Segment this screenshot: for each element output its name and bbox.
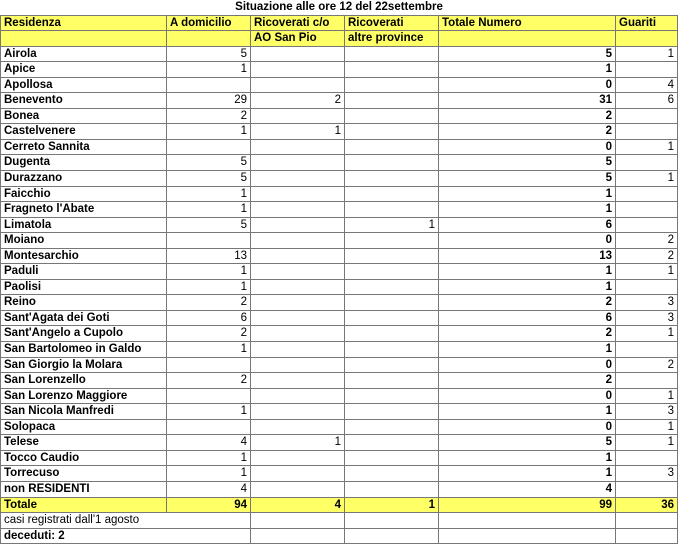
cell-guariti: 6: [616, 93, 678, 109]
cell-domicilio: 1: [167, 404, 251, 420]
cell-domicilio: 13: [167, 248, 251, 264]
cell-ricoverati-altre: [345, 93, 439, 109]
cell-guariti: [616, 450, 678, 466]
table-row: [1, 108, 678, 124]
cell-guariti: [616, 481, 678, 497]
cell-residenza: Cerreto Sannita: [1, 139, 167, 155]
table-row: [1, 326, 678, 342]
table-row: [1, 357, 678, 373]
cell-guariti: 1: [616, 435, 678, 451]
table-row: [1, 248, 678, 264]
cell-totale: 2: [439, 373, 616, 389]
cell-ricoverati-sanpio: [251, 217, 345, 233]
cell-domicilio: 5: [167, 46, 251, 62]
cell-ricoverati-altre: [345, 186, 439, 202]
table-row: [1, 46, 678, 62]
header-blank: [616, 31, 678, 47]
cell-ricoverati-sanpio: [251, 404, 345, 420]
cell-ricoverati-sanpio: [251, 108, 345, 124]
cell-residenza: Sant'Agata dei Goti: [1, 310, 167, 326]
table-row: [1, 279, 678, 295]
cell-ricoverati-sanpio: [251, 233, 345, 249]
table-row: [1, 310, 678, 326]
cell-guariti: 1: [616, 139, 678, 155]
table-row: [1, 388, 678, 404]
cell-ricoverati-sanpio: [251, 481, 345, 497]
cell-residenza: non RESIDENTI: [1, 481, 167, 497]
cell-residenza: San Lorenzo Maggiore: [1, 388, 167, 404]
cell-residenza: Limatola: [1, 217, 167, 233]
cell-ricoverati-altre: [345, 202, 439, 218]
cell-domicilio: 5: [167, 171, 251, 187]
cell-ricoverati-sanpio: [251, 419, 345, 435]
table-row: [1, 62, 678, 78]
cell-totale: 2: [439, 124, 616, 140]
cell-domicilio: [167, 77, 251, 93]
totals-ricoverati-sanpio: 4: [251, 497, 345, 513]
table-row: [1, 435, 678, 451]
cell-ricoverati-sanpio: [251, 450, 345, 466]
cell-guariti: 1: [616, 326, 678, 342]
cell-totale: 5: [439, 435, 616, 451]
cell-guariti: 3: [616, 310, 678, 326]
cell-totale: 2: [439, 108, 616, 124]
table-row: [1, 233, 678, 249]
footer-blank: [251, 528, 345, 544]
cell-ricoverati-sanpio: [251, 62, 345, 78]
cell-totale: 1: [439, 404, 616, 420]
table-row: [1, 186, 678, 202]
cell-residenza: Fragneto l'Abate: [1, 202, 167, 218]
cell-guariti: 2: [616, 233, 678, 249]
cell-totale: 1: [439, 450, 616, 466]
cell-totale: 1: [439, 264, 616, 280]
cell-domicilio: 6: [167, 310, 251, 326]
cell-domicilio: 4: [167, 435, 251, 451]
cell-residenza: Apice: [1, 62, 167, 78]
totals-totale: 99: [439, 497, 616, 513]
header-ricoverati-altre-2: altre province: [345, 31, 439, 47]
cell-guariti: 1: [616, 46, 678, 62]
footer-blank: [345, 528, 439, 544]
cell-residenza: Sant'Angelo a Cupolo: [1, 326, 167, 342]
cell-guariti: 2: [616, 357, 678, 373]
cell-ricoverati-altre: [345, 279, 439, 295]
cell-residenza: Solopaca: [1, 419, 167, 435]
cell-guariti: 3: [616, 466, 678, 482]
cell-ricoverati-altre: [345, 450, 439, 466]
cell-ricoverati-sanpio: [251, 77, 345, 93]
cell-totale: 5: [439, 171, 616, 187]
cell-residenza: Tocco Caudio: [1, 450, 167, 466]
cell-ricoverati-sanpio: [251, 248, 345, 264]
cell-ricoverati-altre: 1: [345, 217, 439, 233]
table-row: [1, 342, 678, 358]
totals-row: [1, 497, 678, 513]
footer-blank: [439, 513, 616, 529]
table-row: [1, 466, 678, 482]
cell-ricoverati-altre: [345, 357, 439, 373]
cell-guariti: 1: [616, 171, 678, 187]
cell-ricoverati-altre: [345, 46, 439, 62]
cell-domicilio: [167, 419, 251, 435]
cell-domicilio: 1: [167, 279, 251, 295]
cell-ricoverati-altre: [345, 481, 439, 497]
cell-guariti: [616, 202, 678, 218]
cell-residenza: Paduli: [1, 264, 167, 280]
table-row: [1, 171, 678, 187]
header-ricoverati-sanpio-2: AO San Pio: [251, 31, 345, 47]
table-row: [1, 373, 678, 389]
cell-ricoverati-sanpio: [251, 155, 345, 171]
cell-ricoverati-altre: [345, 108, 439, 124]
header-blank: [1, 31, 167, 47]
header-totale: Totale Numero: [439, 15, 616, 31]
cell-ricoverati-altre: [345, 435, 439, 451]
cell-ricoverati-sanpio: [251, 388, 345, 404]
cell-ricoverati-altre: [345, 404, 439, 420]
cell-ricoverati-sanpio: [251, 310, 345, 326]
cell-ricoverati-altre: [345, 466, 439, 482]
cell-ricoverati-altre: [345, 62, 439, 78]
table-row: [1, 155, 678, 171]
cell-domicilio: 5: [167, 155, 251, 171]
cell-totale: 13: [439, 248, 616, 264]
totals-guariti: 36: [616, 497, 678, 513]
table-row: [1, 202, 678, 218]
cell-domicilio: 1: [167, 342, 251, 358]
cell-domicilio: [167, 357, 251, 373]
cell-domicilio: 1: [167, 186, 251, 202]
cell-totale: 0: [439, 233, 616, 249]
cell-totale: 0: [439, 357, 616, 373]
cell-guariti: [616, 124, 678, 140]
cell-totale: 0: [439, 77, 616, 93]
cell-ricoverati-altre: [345, 77, 439, 93]
cell-residenza: Torrecuso: [1, 466, 167, 482]
cell-ricoverati-sanpio: [251, 279, 345, 295]
cell-ricoverati-sanpio: [251, 171, 345, 187]
cell-residenza: Apollosa: [1, 77, 167, 93]
cell-ricoverati-altre: [345, 264, 439, 280]
cell-totale: 1: [439, 466, 616, 482]
cell-ricoverati-altre: [345, 295, 439, 311]
cell-residenza: Paolisi: [1, 279, 167, 295]
cell-totale: 1: [439, 202, 616, 218]
table-row: [1, 93, 678, 109]
cell-ricoverati-altre: [345, 155, 439, 171]
cell-totale: 0: [439, 419, 616, 435]
footer-blank: [251, 513, 345, 529]
cell-domicilio: 4: [167, 481, 251, 497]
table-row: [1, 124, 678, 140]
cell-totale: 2: [439, 326, 616, 342]
cell-ricoverati-sanpio: [251, 46, 345, 62]
cell-residenza: Airola: [1, 46, 167, 62]
cell-ricoverati-altre: [345, 248, 439, 264]
cell-domicilio: 1: [167, 124, 251, 140]
cell-totale: 1: [439, 62, 616, 78]
cell-ricoverati-sanpio: 1: [251, 435, 345, 451]
cell-domicilio: 1: [167, 62, 251, 78]
header-blank: [439, 31, 616, 47]
totals-label: Totale: [1, 497, 167, 513]
cell-guariti: [616, 186, 678, 202]
table-row: [1, 264, 678, 280]
cell-residenza: Benevento: [1, 93, 167, 109]
header-guariti: Guariti: [616, 15, 678, 31]
footer-deceduti: deceduti: 2: [1, 528, 251, 544]
table-body: [1, 46, 678, 497]
cell-guariti: 4: [616, 77, 678, 93]
table-row: [1, 404, 678, 420]
cell-ricoverati-altre: [345, 171, 439, 187]
totals-ricoverati-altre: 1: [345, 497, 439, 513]
footer-note: casi registrati dall'1 agosto: [1, 513, 251, 529]
cell-domicilio: [167, 233, 251, 249]
cell-guariti: 1: [616, 419, 678, 435]
cell-guariti: 1: [616, 388, 678, 404]
header-blank: [167, 31, 251, 47]
cell-ricoverati-sanpio: [251, 202, 345, 218]
footer-blank: [439, 528, 616, 544]
cell-guariti: 1: [616, 264, 678, 280]
cell-totale: 1: [439, 342, 616, 358]
totals-domicilio: 94: [167, 497, 251, 513]
header-ricoverati-altre: Ricoverati: [345, 15, 439, 31]
cell-ricoverati-sanpio: [251, 264, 345, 280]
cell-totale: 5: [439, 46, 616, 62]
cell-domicilio: 2: [167, 108, 251, 124]
table-row: [1, 77, 678, 93]
table-row: [1, 217, 678, 233]
cell-totale: 0: [439, 388, 616, 404]
cell-ricoverati-altre: [345, 139, 439, 155]
cell-guariti: [616, 342, 678, 358]
cell-domicilio: 1: [167, 202, 251, 218]
cell-domicilio: 29: [167, 93, 251, 109]
cell-residenza: Moiano: [1, 233, 167, 249]
cell-totale: 31: [439, 93, 616, 109]
cell-ricoverati-altre: [345, 310, 439, 326]
cell-guariti: [616, 108, 678, 124]
cell-residenza: Telese: [1, 435, 167, 451]
cell-guariti: [616, 155, 678, 171]
header-residenza: Residenza: [1, 15, 167, 31]
cell-ricoverati-altre: [345, 233, 439, 249]
cell-domicilio: 2: [167, 373, 251, 389]
table-row: [1, 481, 678, 497]
cell-domicilio: 1: [167, 466, 251, 482]
header-domicilio: A domicilio: [167, 15, 251, 31]
table-row: [1, 450, 678, 466]
cell-ricoverati-sanpio: [251, 466, 345, 482]
cell-ricoverati-altre: [345, 124, 439, 140]
cell-ricoverati-altre: [345, 388, 439, 404]
cell-ricoverati-sanpio: [251, 357, 345, 373]
cell-domicilio: 5: [167, 217, 251, 233]
cell-domicilio: 1: [167, 450, 251, 466]
cell-domicilio: 1: [167, 264, 251, 280]
cell-domicilio: [167, 388, 251, 404]
cell-totale: 4: [439, 481, 616, 497]
cell-residenza: Montesarchio: [1, 248, 167, 264]
footer-blank: [345, 513, 439, 529]
cell-guariti: 2: [616, 248, 678, 264]
footer-blank: [616, 528, 678, 544]
cell-ricoverati-sanpio: 1: [251, 124, 345, 140]
cell-residenza: San Nicola Manfredi: [1, 404, 167, 420]
cell-residenza: Dugenta: [1, 155, 167, 171]
cell-ricoverati-altre: [345, 342, 439, 358]
cell-guariti: 3: [616, 404, 678, 420]
table-row: [1, 295, 678, 311]
cell-ricoverati-sanpio: [251, 295, 345, 311]
cell-ricoverati-altre: [345, 419, 439, 435]
cell-domicilio: 2: [167, 326, 251, 342]
cell-residenza: Castelvenere: [1, 124, 167, 140]
table-row: [1, 419, 678, 435]
cell-domicilio: 2: [167, 295, 251, 311]
cell-ricoverati-altre: [345, 373, 439, 389]
footer-blank: [616, 513, 678, 529]
cell-totale: 6: [439, 310, 616, 326]
cell-guariti: 3: [616, 295, 678, 311]
cell-ricoverati-sanpio: [251, 186, 345, 202]
table-row: [1, 139, 678, 155]
cell-ricoverati-sanpio: [251, 342, 345, 358]
cell-totale: 2: [439, 295, 616, 311]
cell-domicilio: [167, 139, 251, 155]
cell-ricoverati-sanpio: [251, 326, 345, 342]
table-title: Situazione alle ore 12 del 22settembre: [1, 0, 678, 15]
cell-totale: 6: [439, 217, 616, 233]
cell-totale: 1: [439, 279, 616, 295]
header-ricoverati-sanpio: Ricoverati c/o: [251, 15, 345, 31]
cell-residenza: San Lorenzello: [1, 373, 167, 389]
cell-residenza: San Bartolomeo in Galdo: [1, 342, 167, 358]
cell-totale: 5: [439, 155, 616, 171]
cell-ricoverati-sanpio: 2: [251, 93, 345, 109]
cell-residenza: Bonea: [1, 108, 167, 124]
cell-ricoverati-sanpio: [251, 373, 345, 389]
cell-residenza: Faicchio: [1, 186, 167, 202]
cell-totale: 1: [439, 186, 616, 202]
cell-residenza: Reino: [1, 295, 167, 311]
cell-guariti: [616, 217, 678, 233]
cell-residenza: San Giorgio la Molara: [1, 357, 167, 373]
cell-guariti: [616, 279, 678, 295]
cell-ricoverati-sanpio: [251, 139, 345, 155]
cell-residenza: Durazzano: [1, 171, 167, 187]
cell-totale: 0: [439, 139, 616, 155]
cell-guariti: [616, 62, 678, 78]
cell-guariti: [616, 373, 678, 389]
cell-ricoverati-altre: [345, 326, 439, 342]
